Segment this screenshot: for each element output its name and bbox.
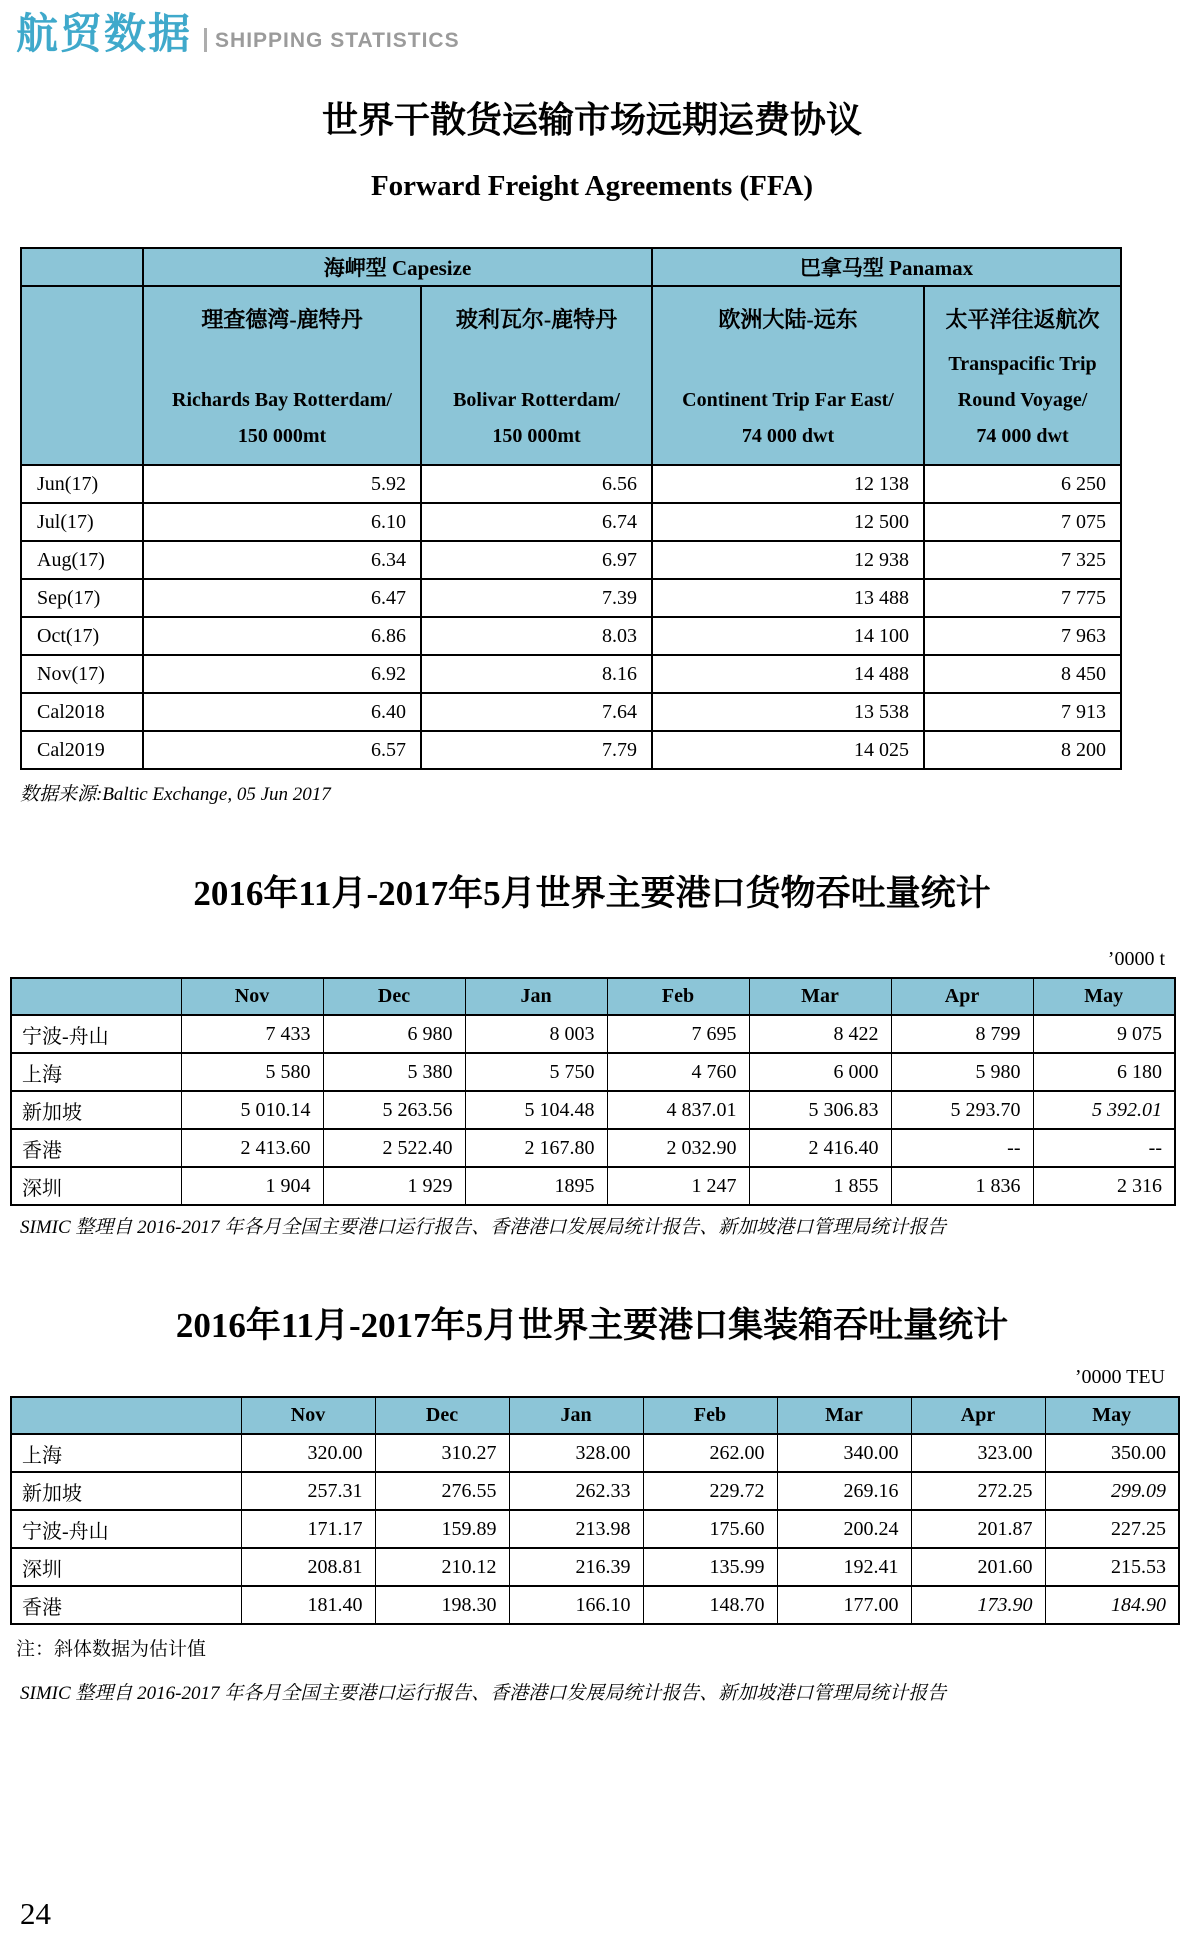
cargo-value-cell: 1895 xyxy=(465,1167,607,1205)
container-value-cell: 213.98 xyxy=(509,1510,643,1548)
route-name-en: Transpacific Trip Round Voyage/ xyxy=(948,353,1097,411)
ffa-col-bolivar xyxy=(421,286,652,465)
route-name-en: Continent Trip Far East/ xyxy=(682,389,894,411)
ffa-period-label: Jun(17) xyxy=(21,465,143,503)
route-name-zh: 玻利瓦尔-鹿特丹 xyxy=(455,307,618,332)
ffa-value-cell: 7 913 xyxy=(924,693,1121,731)
container-source: SIMIC 整理自 2016-2017 年各月全国主要港口运行报告、香港港口发展局统计报告、新加坡港口管理局统计报告 xyxy=(20,1683,947,1704)
page-number: 24 xyxy=(20,1896,51,1931)
route-name-zh: 欧洲大陆-远东 xyxy=(718,307,858,332)
cargo-value-cell: 8 422 xyxy=(749,1015,891,1053)
ffa-row xyxy=(21,693,1121,731)
cargo-throughput-table xyxy=(10,977,1176,1206)
container-value-cell: 262.33 xyxy=(509,1472,643,1510)
cargo-value-cell: 2 316 xyxy=(1033,1167,1175,1205)
cargo-value-cell: 2 413.60 xyxy=(181,1129,323,1167)
container-value-cell: 299.09 xyxy=(1045,1472,1179,1510)
cargo-value-cell: 5 392.01 xyxy=(1033,1091,1175,1129)
ffa-title-zh: 世界干散货运输市场远期运费协议 xyxy=(321,100,862,140)
container-unit-label: ’0000 TEU xyxy=(1074,1366,1165,1388)
container-tbody xyxy=(11,1434,1179,1624)
cargo-value-cell: 5 380 xyxy=(323,1053,465,1091)
ffa-value-cell: 7 963 xyxy=(924,617,1121,655)
container-value-cell: 262.00 xyxy=(643,1434,777,1472)
ffa-value-cell: 6.40 xyxy=(143,693,421,731)
cargo-port-label: 宁波-舟山 xyxy=(11,1015,181,1053)
cargo-month-header: Nov xyxy=(181,978,323,1015)
container-port-label: 新加坡 xyxy=(11,1472,241,1510)
ffa-value-cell: 13 538 xyxy=(652,693,924,731)
cargo-value-cell: 1 836 xyxy=(891,1167,1033,1205)
container-value-cell: 328.00 xyxy=(509,1434,643,1472)
ffa-col-transpacific xyxy=(924,286,1121,465)
container-corner-cell xyxy=(11,1397,241,1434)
ffa-value-cell: 14 100 xyxy=(652,617,924,655)
ffa-value-cell: 7.39 xyxy=(421,579,652,617)
ffa-value-cell: 7 325 xyxy=(924,541,1121,579)
cargo-port-label: 深圳 xyxy=(11,1167,181,1205)
container-header-row xyxy=(11,1397,1179,1434)
cargo-month-header: Dec xyxy=(323,978,465,1015)
ffa-group-panamax: 巴拿马型 Panamax xyxy=(652,248,1121,286)
container-value-cell: 201.60 xyxy=(911,1548,1045,1586)
cargo-value-cell: 1 929 xyxy=(323,1167,465,1205)
ffa-col-richards-bay xyxy=(143,286,421,465)
cargo-month-header: Mar xyxy=(749,978,891,1015)
container-month-header: Feb xyxy=(643,1397,777,1434)
ffa-value-cell: 6.97 xyxy=(421,541,652,579)
container-row xyxy=(11,1586,1179,1624)
cargo-value-cell: -- xyxy=(891,1129,1033,1167)
container-row xyxy=(11,1434,1179,1472)
cargo-throughput-title: 2016年11月-2017年5月世界主要港口货物吞吐量统计 xyxy=(193,874,991,913)
page-header xyxy=(16,12,460,56)
cargo-value-cell: 7 433 xyxy=(181,1015,323,1053)
cargo-header-row xyxy=(11,978,1175,1015)
cargo-port-label: 上海 xyxy=(11,1053,181,1091)
cargo-row xyxy=(11,1015,1175,1053)
cargo-value-cell: 6 180 xyxy=(1033,1053,1175,1091)
container-value-cell: 175.60 xyxy=(643,1510,777,1548)
cargo-month-header: Jan xyxy=(465,978,607,1015)
cargo-month-header: Feb xyxy=(607,978,749,1015)
ffa-period-label: Cal2018 xyxy=(21,693,143,731)
ffa-value-cell: 13 488 xyxy=(652,579,924,617)
route-header xyxy=(653,287,923,464)
container-value-cell: 227.25 xyxy=(1045,1510,1179,1548)
container-value-cell: 257.31 xyxy=(241,1472,375,1510)
container-value-cell: 201.87 xyxy=(911,1510,1045,1548)
container-value-cell: 323.00 xyxy=(911,1434,1045,1472)
cargo-value-cell: 5 104.48 xyxy=(465,1091,607,1129)
container-value-cell: 173.90 xyxy=(911,1586,1045,1624)
cargo-port-label: 新加坡 xyxy=(11,1091,181,1129)
ffa-value-cell: 6.10 xyxy=(143,503,421,541)
ffa-value-cell: 12 138 xyxy=(652,465,924,503)
ffa-value-cell: 14 488 xyxy=(652,655,924,693)
cargo-port-label: 香港 xyxy=(11,1129,181,1167)
container-value-cell: 148.70 xyxy=(643,1586,777,1624)
ffa-value-cell: 6.57 xyxy=(143,731,421,769)
ffa-source: 数据来源:Baltic Exchange, 05 Jun 2017 xyxy=(20,784,331,805)
container-value-cell: 166.10 xyxy=(509,1586,643,1624)
cargo-value-cell: 5 263.56 xyxy=(323,1091,465,1129)
cargo-value-cell: 2 416.40 xyxy=(749,1129,891,1167)
container-value-cell: 208.81 xyxy=(241,1548,375,1586)
route-name-zh: 理查德湾-鹿特丹 xyxy=(201,307,363,332)
container-value-cell: 276.55 xyxy=(375,1472,509,1510)
ffa-value-cell: 6.47 xyxy=(143,579,421,617)
cargo-row xyxy=(11,1053,1175,1091)
container-value-cell: 200.24 xyxy=(777,1510,911,1548)
ffa-value-cell: 8.03 xyxy=(421,617,652,655)
container-value-cell: 215.53 xyxy=(1045,1548,1179,1586)
cargo-value-cell: 1 855 xyxy=(749,1167,891,1205)
ffa-tbody xyxy=(21,465,1121,769)
ffa-value-cell: 12 500 xyxy=(652,503,924,541)
cargo-value-cell: 5 306.83 xyxy=(749,1091,891,1129)
ffa-period-label: Nov(17) xyxy=(21,655,143,693)
container-port-label: 香港 xyxy=(11,1586,241,1624)
container-value-cell: 216.39 xyxy=(509,1548,643,1586)
ffa-row xyxy=(21,655,1121,693)
ffa-value-cell: 8 450 xyxy=(924,655,1121,693)
route-name-en: Bolivar Rotterdam/ xyxy=(453,389,620,411)
ffa-column-header-row xyxy=(21,286,1121,465)
brand-title: 航贸数据 xyxy=(16,10,193,57)
ffa-title-en: Forward Freight Agreements (FFA) xyxy=(370,170,814,202)
container-value-cell: 350.00 xyxy=(1045,1434,1179,1472)
cargo-value-cell: 2 522.40 xyxy=(323,1129,465,1167)
route-name-en: Richards Bay Rotterdam/ xyxy=(172,389,392,411)
container-port-label: 上海 xyxy=(11,1434,241,1472)
ffa-value-cell: 6.56 xyxy=(421,465,652,503)
cargo-value-cell: 5 293.70 xyxy=(891,1091,1033,1129)
container-month-header: Dec xyxy=(375,1397,509,1434)
route-header xyxy=(144,287,420,464)
cargo-value-cell: 4 760 xyxy=(607,1053,749,1091)
ffa-group-header-row xyxy=(21,248,1121,286)
cargo-tbody xyxy=(11,1015,1175,1205)
brand-divider xyxy=(204,28,207,52)
cargo-value-cell: 8 003 xyxy=(465,1015,607,1053)
container-value-cell: 198.30 xyxy=(375,1586,509,1624)
route-header xyxy=(925,287,1120,464)
ffa-value-cell: 8.16 xyxy=(421,655,652,693)
container-port-label: 宁波-舟山 xyxy=(11,1510,241,1548)
ffa-value-cell: 6.34 xyxy=(143,541,421,579)
ffa-value-cell: 7.64 xyxy=(421,693,652,731)
cargo-source: SIMIC 整理自 2016-2017 年各月全国主要港口运行报告、香港港口发展局统计报告、新加坡港口管理局统计报告 xyxy=(20,1217,947,1238)
container-month-header: Jan xyxy=(509,1397,643,1434)
route-spec: 150 000mt xyxy=(492,425,581,447)
ffa-value-cell: 7 775 xyxy=(924,579,1121,617)
route-spec: 150 000mt xyxy=(237,425,327,447)
container-value-cell: 269.16 xyxy=(777,1472,911,1510)
ffa-value-cell: 6 250 xyxy=(924,465,1121,503)
brand-subtitle: SHIPPING STATISTICS xyxy=(215,29,460,53)
container-month-header: Mar xyxy=(777,1397,911,1434)
cargo-value-cell: 5 980 xyxy=(891,1053,1033,1091)
ffa-value-cell: 14 025 xyxy=(652,731,924,769)
estimate-note: 注：斜体数据为估计值 xyxy=(16,1639,207,1660)
cargo-value-cell: 1 904 xyxy=(181,1167,323,1205)
route-spec: 74 000 dwt xyxy=(741,425,835,447)
ffa-table xyxy=(20,247,1122,770)
container-value-cell: 177.00 xyxy=(777,1586,911,1624)
route-name-zh: 太平洋往返航次 xyxy=(945,307,1100,332)
container-row xyxy=(11,1510,1179,1548)
ffa-value-cell: 12 938 xyxy=(652,541,924,579)
cargo-value-cell: 2 032.90 xyxy=(607,1129,749,1167)
ffa-value-cell: 6.86 xyxy=(143,617,421,655)
ffa-row xyxy=(21,465,1121,503)
container-month-header: Nov xyxy=(241,1397,375,1434)
container-throughput-title: 2016年11月-2017年5月世界主要港口集装箱吞吐量统计 xyxy=(175,1306,1009,1345)
container-value-cell: 171.17 xyxy=(241,1510,375,1548)
ffa-value-cell: 5.92 xyxy=(143,465,421,503)
cargo-value-cell: 2 167.80 xyxy=(465,1129,607,1167)
cargo-month-header: Apr xyxy=(891,978,1033,1015)
cargo-month-header: May xyxy=(1033,978,1175,1015)
ffa-col-continent-fareast xyxy=(652,286,924,465)
ffa-period-label: Oct(17) xyxy=(21,617,143,655)
ffa-period-label: Cal2019 xyxy=(21,731,143,769)
ffa-value-cell: 6.92 xyxy=(143,655,421,693)
ffa-period-label: Jul(17) xyxy=(21,503,143,541)
cargo-row xyxy=(11,1129,1175,1167)
ffa-value-cell: 6.74 xyxy=(421,503,652,541)
ffa-row xyxy=(21,541,1121,579)
container-value-cell: 181.40 xyxy=(241,1586,375,1624)
container-value-cell: 340.00 xyxy=(777,1434,911,1472)
container-value-cell: 184.90 xyxy=(1045,1586,1179,1624)
ffa-corner-cell-2 xyxy=(21,286,143,465)
cargo-value-cell: 6 980 xyxy=(323,1015,465,1053)
ffa-row xyxy=(21,731,1121,769)
cargo-value-cell: 1 247 xyxy=(607,1167,749,1205)
cargo-unit-label: ’0000 t xyxy=(1107,948,1165,970)
cargo-value-cell: 4 837.01 xyxy=(607,1091,749,1129)
cargo-value-cell: 6 000 xyxy=(749,1053,891,1091)
ffa-group-capesize: 海岬型 Capesize xyxy=(143,248,652,286)
ffa-row xyxy=(21,579,1121,617)
ffa-period-label: Sep(17) xyxy=(21,579,143,617)
cargo-value-cell: 5 750 xyxy=(465,1053,607,1091)
container-port-label: 深圳 xyxy=(11,1548,241,1586)
ffa-corner-cell xyxy=(21,248,143,286)
container-throughput-table xyxy=(10,1396,1180,1625)
cargo-value-cell: 7 695 xyxy=(607,1015,749,1053)
ffa-value-cell: 7 075 xyxy=(924,503,1121,541)
container-month-header: May xyxy=(1045,1397,1179,1434)
container-row xyxy=(11,1548,1179,1586)
ffa-value-cell: 8 200 xyxy=(924,731,1121,769)
cargo-value-cell: -- xyxy=(1033,1129,1175,1167)
ffa-period-label: Aug(17) xyxy=(21,541,143,579)
cargo-value-cell: 8 799 xyxy=(891,1015,1033,1053)
cargo-value-cell: 9 075 xyxy=(1033,1015,1175,1053)
route-spec: 74 000 dwt xyxy=(976,425,1069,447)
cargo-value-cell: 5 010.14 xyxy=(181,1091,323,1129)
cargo-corner-cell xyxy=(11,978,181,1015)
cargo-value-cell: 5 580 xyxy=(181,1053,323,1091)
container-value-cell: 310.27 xyxy=(375,1434,509,1472)
ffa-row xyxy=(21,617,1121,655)
container-row xyxy=(11,1472,1179,1510)
container-value-cell: 192.41 xyxy=(777,1548,911,1586)
cargo-row xyxy=(11,1167,1175,1205)
ffa-row xyxy=(21,503,1121,541)
container-value-cell: 159.89 xyxy=(375,1510,509,1548)
cargo-row xyxy=(11,1091,1175,1129)
route-header xyxy=(422,287,651,464)
container-value-cell: 272.25 xyxy=(911,1472,1045,1510)
container-value-cell: 320.00 xyxy=(241,1434,375,1472)
container-value-cell: 210.12 xyxy=(375,1548,509,1586)
container-month-header: Apr xyxy=(911,1397,1045,1434)
container-value-cell: 135.99 xyxy=(643,1548,777,1586)
ffa-value-cell: 7.79 xyxy=(421,731,652,769)
container-value-cell: 229.72 xyxy=(643,1472,777,1510)
